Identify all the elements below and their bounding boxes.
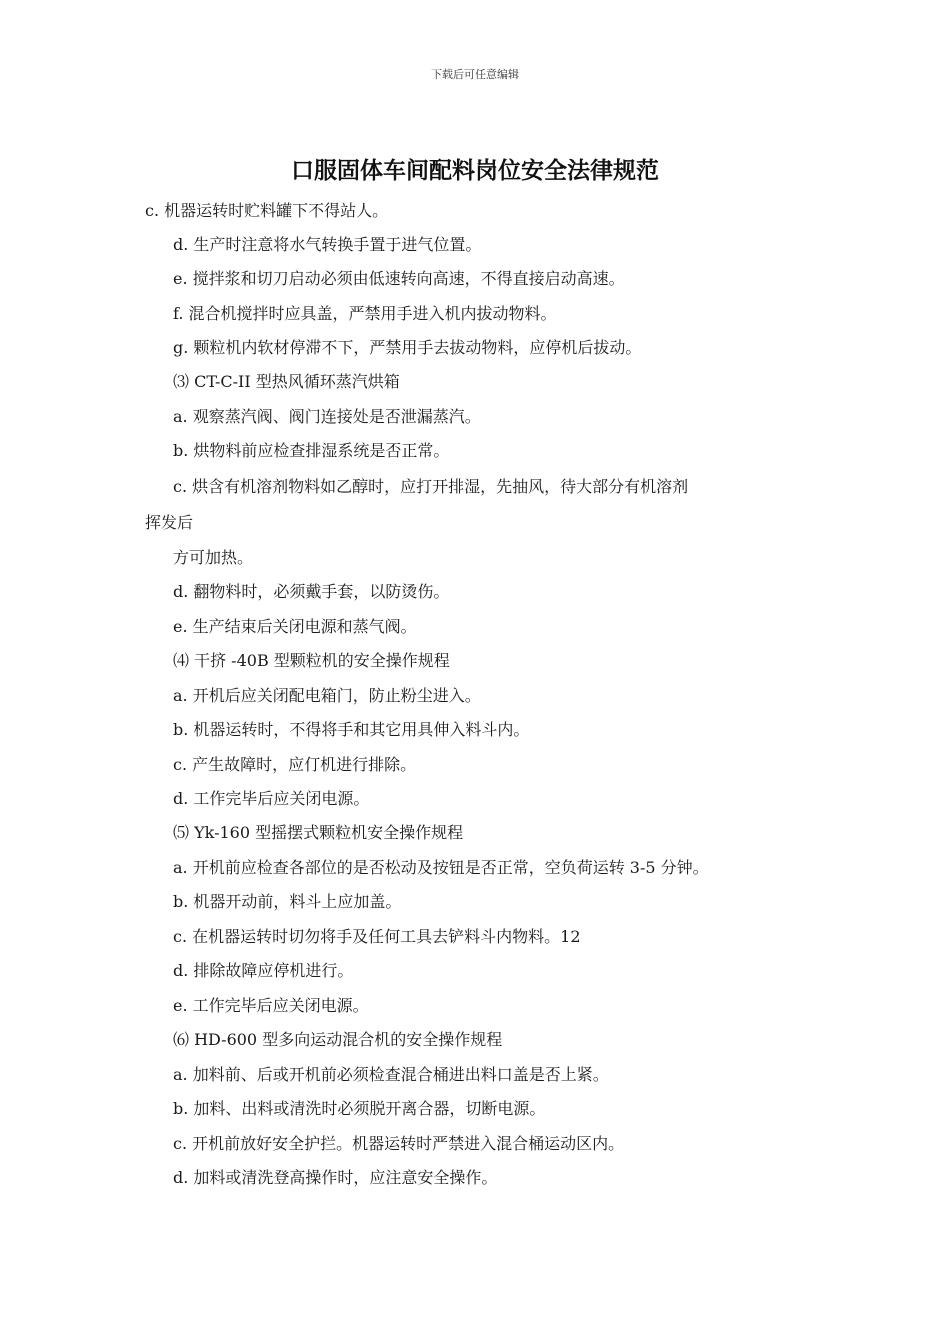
header-note: 下载后可任意编辑 <box>431 68 519 81</box>
text-line: 方可加热。 <box>173 548 254 567</box>
text-line: d. 排除故障应停机进行。 <box>173 961 354 980</box>
text-line: b. 机器运转时，不得将手和其它用具伸入料斗内。 <box>173 720 530 739</box>
text-line: c. 烘含有机溶剂物料如乙醇时，应打开排湿，先抽风，待大部分有机溶剂 <box>173 477 689 496</box>
text-line: a. 开机后应关闭配电箱门，防止粉尘进入。 <box>173 686 481 705</box>
text-line: d. 翻物料时，必须戴手套，以防烫伤。 <box>173 582 450 601</box>
text-line: b. 机器开动前，料斗上应加盖。 <box>173 892 402 911</box>
section-heading: ⑷ 干挤 -40B 型颗粒机的安全操作规程 <box>173 651 450 670</box>
text-line: d. 工作完毕后应关闭电源。 <box>173 789 370 808</box>
section-heading: ⑸ Yk-160 型摇摆式颗粒机安全操作规程 <box>173 823 464 842</box>
text-line: a. 加料前、后或开机前必须检查混合桶进出料口盖是否上紧。 <box>173 1065 609 1084</box>
text-line: c. 产生故障时，应仃机进行排除。 <box>173 755 417 774</box>
text-line: e. 工作完毕后应关闭电源。 <box>173 996 369 1015</box>
text-line: a. 开机前应检查各部位的是否松动及按钮是否正常，空负荷运转 3-5 分钟。 <box>173 858 709 877</box>
text-line: d. 生产时注意将水气转换手置于进气位置。 <box>173 235 482 254</box>
document-title: 口服固体车间配料岗位安全法律规范 <box>291 158 659 184</box>
text-line: g. 颗粒机内软材停滞不下，严禁用手去拔动物料，应停机后拔动。 <box>173 338 642 357</box>
section-heading: ⑶ CT-C-II 型热风循环蒸汽烘箱 <box>173 372 400 391</box>
text-line: c. 开机前放好安全护拦。机器运转时严禁进入混合桶运动区内。 <box>173 1134 625 1153</box>
text-line: e. 生产结束后关闭电源和蒸气阀。 <box>173 617 417 636</box>
text-line: c. 在机器运转时切勿将手及任何工具去铲料斗内物料。12 <box>173 927 581 946</box>
text-line: b. 加料、出料或清洗时必须脱开离合器，切断电源。 <box>173 1099 546 1118</box>
text-line: 挥发后 <box>145 513 194 532</box>
text-line: b. 烘物料前应检查排湿系统是否正常。 <box>173 441 450 460</box>
text-line: a. 观察蒸汽阀、阀门连接处是否泄漏蒸汽。 <box>173 407 481 426</box>
text-line: d. 加料或清洗登高操作时，应注意安全操作。 <box>173 1168 498 1187</box>
text-line: c. 机器运转时贮料罐下不得站人。 <box>145 201 389 220</box>
text-line: f. 混合机搅拌时应具盖，严禁用手进入机内拔动物料。 <box>173 304 557 323</box>
section-heading: ⑹ HD-600 型多向运动混合机的安全操作规程 <box>173 1030 503 1049</box>
text-line: e. 搅拌浆和切刀启动必须由低速转向高速，不得直接启动高速。 <box>173 269 625 288</box>
